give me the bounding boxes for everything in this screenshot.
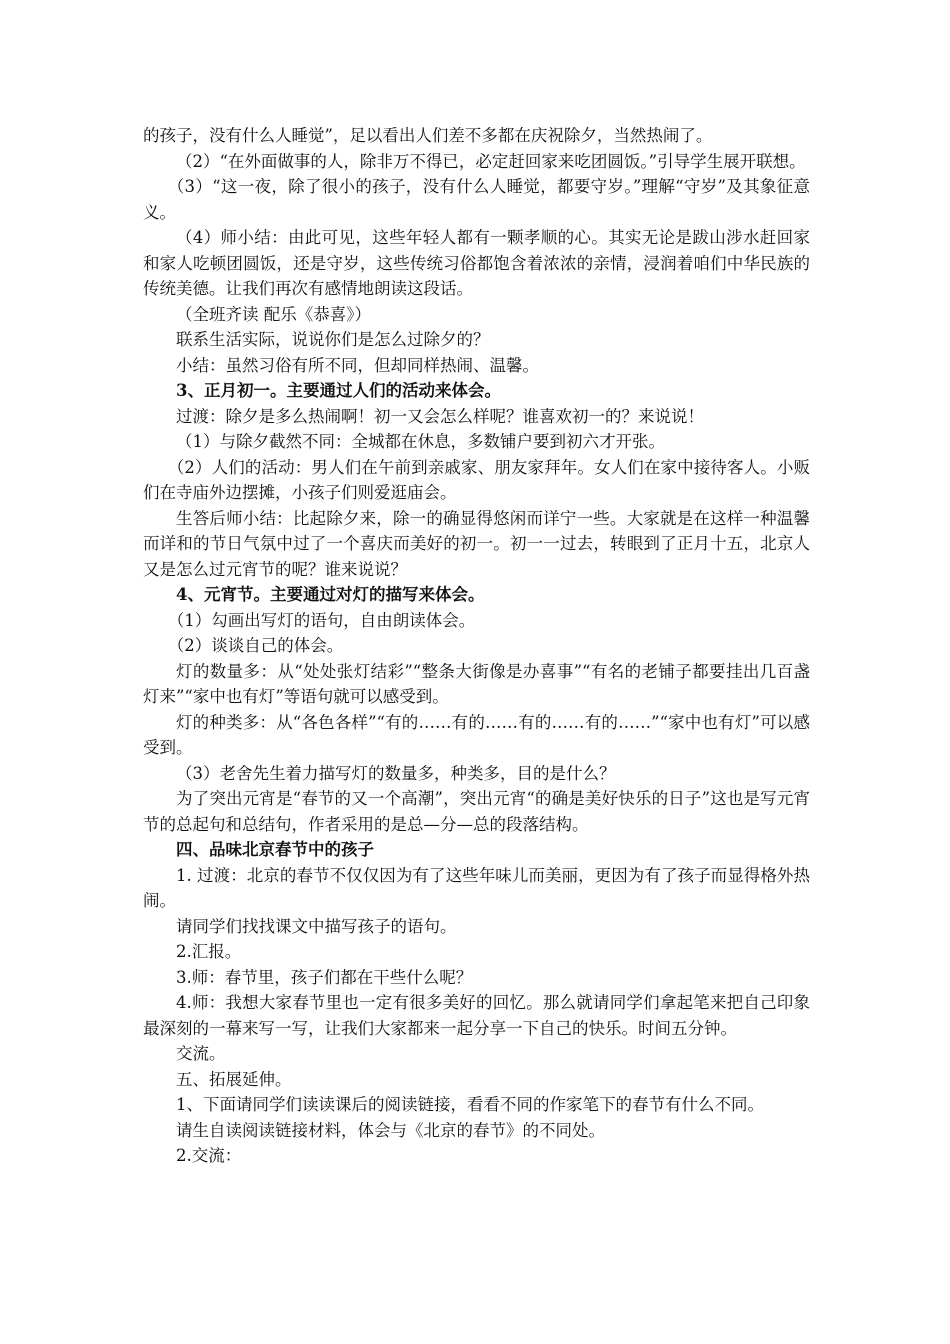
paragraph: 请生自读阅读链接材料，体会与《北京的春节》的不同处。	[176, 1120, 605, 1140]
paragraph: 灯的种类多：从“各色各样”“有的……有的……有的……有的……”“家中也有灯”可以感受到。	[143, 712, 810, 757]
paragraph: （3）老舍先生着力描写灯的数量多，种类多，目的是什么？	[176, 763, 616, 783]
paragraph: 小结：虽然习俗有所不同，但却同样热闹、温馨。	[176, 355, 539, 375]
paragraph: 联系生活实际，说说你们是怎么过除夕的？	[176, 330, 490, 349]
paragraph: 4.师：我想大家春节里也一定有很多美好的回忆。那么就请同学们拿起笔来把自己印象最深刻的一幕来写一写，让我们大家都来一起分享一下自己的快乐。时间五分钟。	[143, 993, 810, 1038]
paragraph: 3.师：春节里，孩子们都在干些什么呢？	[176, 967, 473, 987]
paragraph: 2.汇报。	[176, 942, 242, 961]
paragraph: （1）与除夕截然不同：全城都在休息，多数铺户要到初六才开张。	[176, 432, 665, 451]
section-heading: 4、元宵节。主要通过对灯的描写来体会。	[176, 585, 485, 604]
document-page	[143, 123, 810, 1169]
paragraph: 过渡：除夕是多么热闹啊！初一又会怎么样呢？谁喜欢初一的？来说说！	[176, 406, 704, 426]
section-heading: 五、拓展延伸。	[176, 1069, 292, 1089]
paragraph: （3）“这一夜，除了很小的孩子，没有什么人睡觉，都要守岁。”理解“守岁”及其象征意义。	[143, 177, 810, 222]
paragraph: 的孩子，没有什么人睡觉”，足以看出人们差不多都在庆祝除夕，当然热闹了。	[143, 126, 713, 145]
paragraph: （2）谈谈自己的体会。	[167, 636, 344, 655]
paragraph: 生答后师小结：比起除夕来，除一的确显得悠闲而详宁一些。大家就是在这样一种温馨而详和的节日气氛中过了一个喜庆而美好的初一。初一一过去，转眼到了正月十五，北京人又是怎么过元宵节的呢？谁来说说？	[143, 508, 810, 579]
paragraph: 交流。	[176, 1044, 226, 1063]
paragraph: （4）师小结：由此可见，这些年轻人都有一颗孝顺的心。其实无论是跋山涉水赶回家和家人吃顿团圆饭，还是守岁，这些传统习俗都饱含着浓浓的亲情，浸润着咱们中华民族的传统美德。让我们再次有感情地朗读这段话。	[143, 228, 810, 298]
paragraph: 1、下面请同学们读读课后的阅读链接，看看不同的作家笔下的春节有什么不同。	[176, 1095, 764, 1114]
paragraph: （2）人们的活动：男人们在午前到亲戚家、朋友家拜年。女人们在家中接待客人。小贩们在寺庙外边摆摊，小孩子们则爱逛庙会。	[143, 457, 810, 502]
paragraph: 请同学们找找课文中描写孩子的语句。	[176, 916, 457, 936]
paragraph: （2）“在外面做事的人，除非万不得已，必定赶回家来吃团圆饭。”引导学生展开联想。	[176, 151, 806, 171]
section-heading: 3、正月初一。主要通过人们的活动来体会。	[176, 381, 501, 400]
paragraph: 2.交流：	[176, 1146, 242, 1165]
section-heading: 四、品味北京春节中的孩子	[176, 840, 374, 859]
paragraph: （全班齐读 配乐《恭喜》）	[176, 304, 371, 324]
paragraph: 灯的数量多：从“处处张灯结彩”“整条大街像是办喜事”“有名的老铺子都要挂出几百盏灯来”“家中也有灯”等语句就可以感受到。	[143, 661, 810, 706]
paragraph: 为了突出元宵是“春节的又一个高潮”，突出元宵“的确是美好快乐的日子”这也是写元宵节的总起句和总结句，作者采用的是总—分—总的段落结构。	[143, 789, 810, 834]
paragraph: 1. 过渡：北京的春节不仅仅因为有了这些年味儿而美丽，更因为有了孩子而显得格外热闹。	[143, 865, 810, 910]
paragraph: （1）勾画出写灯的语句，自由朗读体会。	[167, 610, 476, 630]
